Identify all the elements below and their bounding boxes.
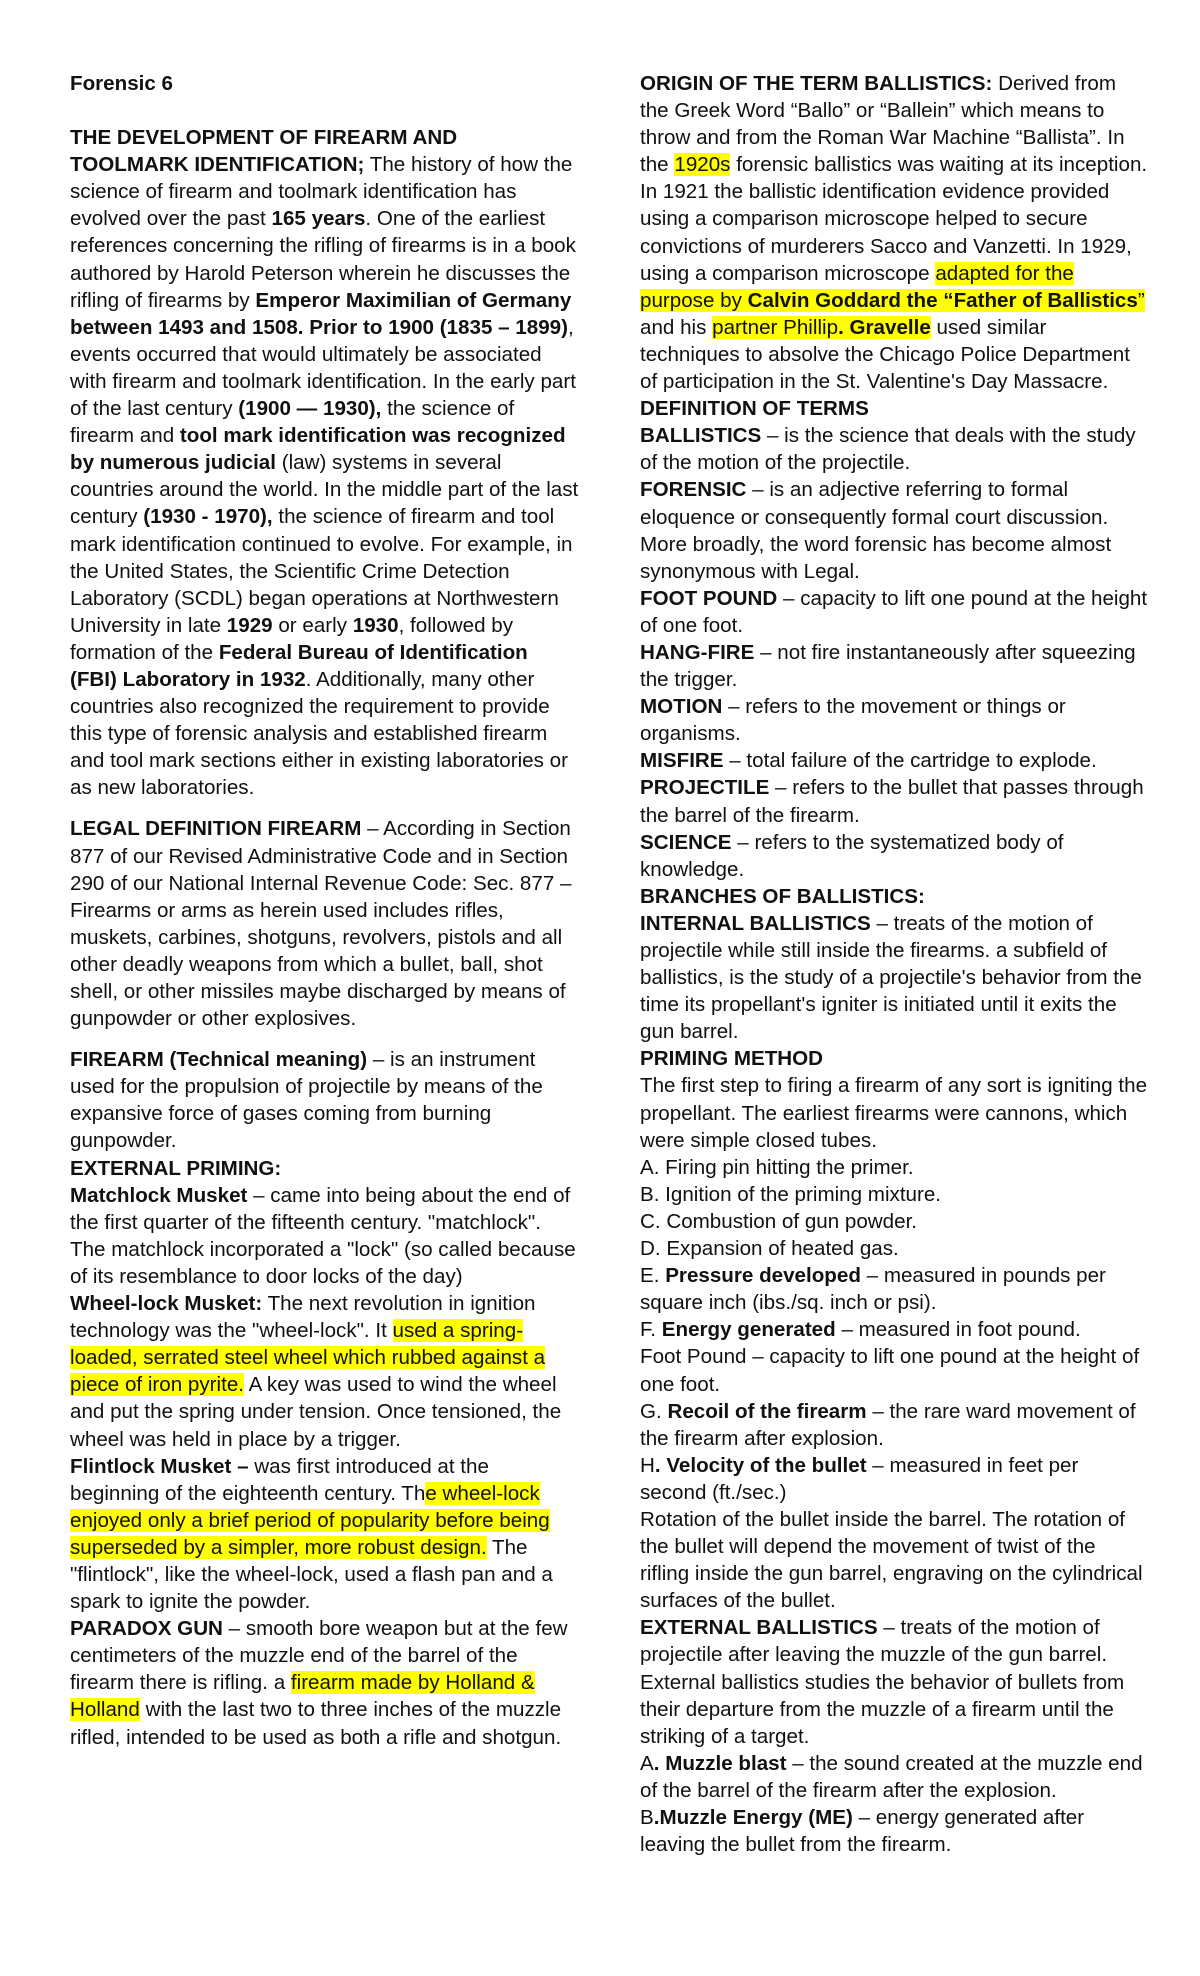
- term-motion: [640, 693, 1150, 747]
- text-span: with the last two to three inches of the muzzle rifled, intended to be used as both a rifle and shotgun.: [70, 1698, 562, 1749]
- text-span: (law) systems in several countries around the world. In the middle part of the last century: [70, 451, 579, 529]
- bold-text: 1930: [352, 613, 399, 637]
- list-item: [640, 1316, 1150, 1343]
- bold-text: DEFINITION OF TERMS: [640, 397, 869, 421]
- legal-definition-paragraph: [70, 815, 580, 1032]
- highlight: Calvin Goddard the “Father of Ballistics: [747, 288, 1138, 312]
- text-span: F.: [640, 1318, 662, 1342]
- text-span: or early: [272, 613, 353, 637]
- right-column: [640, 70, 1150, 1858]
- bold-text: MISFIRE: [640, 749, 724, 773]
- rotation-paragraph: Rotation of the bullet inside the barrel. The rotation of the bullet will depend the movement of twist of the rifling inside the gun barrel, engraving on the cylindrical surfaces of the bullet.: [640, 1507, 1143, 1613]
- text-span: forensic ballistics was waiting at its inception. In 1921 the ballistic identification evidence provided using a comparison microscope helped to secure convictions of murderers Sacco and Vanzetti. In 1929, using a comparison microscope: [640, 153, 1148, 285]
- bold-text: PRIMING METHOD: [640, 1047, 824, 1071]
- list-item: [640, 1262, 1150, 1316]
- bold-text: FIREARM (Technical meaning): [70, 1048, 368, 1072]
- flintlock-paragraph: [70, 1453, 580, 1616]
- text-span: – the sound created at the muzzle end of the barrel of the firearm after the explosion.: [640, 1751, 1143, 1802]
- text-span: The "flintlock", like the wheel-lock, used a flash pan and a spark to ignite the powder.: [70, 1535, 553, 1614]
- highlight: used a spring-loaded, serrated steel wheel which rubbed against a piece of iron pyrite.: [70, 1319, 546, 1397]
- text-span: E.: [640, 1264, 666, 1288]
- text-span: – came into being about the end of the first quarter of the fifteenth century. "matchlock". The matchlock incorporated a "lock" (so called because of its resemblance to door locks of the day): [70, 1183, 576, 1288]
- bold-text: BALLISTICS: [640, 424, 762, 448]
- text-span: – measured in pounds per square inch (ibs./sq. inch or psi).: [640, 1264, 1106, 1315]
- bold-text: Forensic 6: [70, 72, 174, 95]
- bold-text: Federal Bureau of Identification (FBI) Laboratory in 1932: [70, 640, 528, 691]
- text-span: used similar techniques to absolve the Chicago Police Department of participation in the St. Valentine's Day Massacre.: [640, 315, 1130, 394]
- text-span: was first introduced at the beginning of the eighteenth century. Th: [70, 1454, 489, 1505]
- definition-heading: [640, 395, 1150, 422]
- text-span: – energy generated after leaving the bullet from the firearm.: [640, 1806, 1085, 1857]
- term-ballistics: [640, 422, 1150, 476]
- wheellock-paragraph: [70, 1290, 580, 1453]
- text-span: The next revolution in ignition technology was the "wheel-lock". It: [70, 1292, 536, 1343]
- left-column: [70, 70, 580, 1751]
- origin-paragraph: [640, 70, 1150, 395]
- bold-text: Emperor Maximilian of Germany between 1493 and 1508. Prior to 1900 (1835 – 1899): [70, 288, 572, 339]
- bold-text: tool mark identification was recognized by numerous judicial: [70, 424, 566, 475]
- text-span: – is an instrument used for the propulsion of projectile by means of the expansive force of gases coming from burning gunpowder.: [70, 1048, 543, 1153]
- text-span: Derived from the Greek Word “Ballo” or “Ballein” which means to throw and from the Roman War Machine “Ballista”. In the: [640, 72, 1125, 177]
- paradox-gun-paragraph: [70, 1615, 580, 1750]
- bold-text: HANG-FIRE: [640, 640, 755, 664]
- text-span: – treats of the motion of projectile after leaving the muzzle of the gun barrel. External ballistics studies the behavior of bullets from their departure from the muzzle of a firearm until the striking of a target.: [640, 1616, 1125, 1748]
- highlight: partner Phillip: [712, 315, 839, 339]
- bold-text: Pressure developed: [665, 1264, 861, 1288]
- term-science: [640, 829, 1150, 883]
- bold-text: .Muzzle Energy (ME): [653, 1806, 853, 1829]
- highlight: adapted for the purpose by: [640, 261, 1074, 312]
- text-span: – is the science that deals with the study of the motion of the projectile.: [640, 424, 1136, 475]
- bold-text: . Muzzle blast: [653, 1751, 787, 1775]
- text-span: – smooth bore weapon but at the few centimeters of the muzzle end of the barrel of the firearm there is rifling. a: [70, 1617, 568, 1695]
- external-priming-heading: [70, 1155, 580, 1182]
- bold-text: (1930 - 1970),: [143, 505, 273, 529]
- text-span: The history of how the science of firearm and toolmark identification has evolved over the past: [70, 153, 573, 231]
- bold-text: 165 years: [271, 207, 366, 231]
- text-span: , events occurred that would ultimately be associated with firearm and toolmark identification. In the early part of the last century: [70, 315, 576, 421]
- bold-text: ORIGIN OF THE TERM BALLISTICS:: [640, 72, 993, 95]
- list-item: [640, 1398, 1150, 1452]
- matchlock-paragraph: [70, 1182, 580, 1290]
- bold-text: FORENSIC: [640, 478, 747, 502]
- text-span: the science of firearm and: [70, 397, 515, 448]
- highlight: ”: [1137, 288, 1145, 312]
- bold-text: PROJECTILE: [640, 776, 770, 800]
- text-span: – capacity to lift one pound at the height of one foot.: [640, 586, 1148, 637]
- bold-text: EXTERNAL BALLISTICS: [640, 1616, 878, 1640]
- text-span: B: [640, 1806, 654, 1829]
- bold-text: PARADOX GUN: [70, 1617, 223, 1641]
- bold-text: FOOT POUND: [640, 586, 778, 610]
- text-span: – refers to the movement or things or organisms.: [640, 695, 1066, 746]
- bold-text: Energy generated: [661, 1318, 836, 1342]
- text-span: the science of firearm and tool mark identification continued to evolve. For example, in the United States, the Scientific Crime Detection Laboratory (SCDL) began operations at Northwestern University in late: [70, 505, 573, 637]
- term-hang-fire: [640, 639, 1150, 693]
- highlight: 1920s: [674, 153, 731, 177]
- text-span: , followed by formation of the: [70, 613, 514, 664]
- bold-text: (1900 — 1930),: [238, 397, 382, 421]
- bold-text: Matchlock Musket: [70, 1183, 248, 1207]
- bold-text: MOTION: [640, 695, 723, 719]
- text-span: – treats of the motion of projectile while still inside the firearms. a subfield of ballistics, is the study of a projectile's behavior from the time its propellant's igniter is initiated until it exits the gun barrel.: [640, 911, 1142, 1044]
- bold-text: BRANCHES OF BALLISTICS:: [640, 884, 925, 908]
- highlight: e wheel-lock enjoyed only a brief period of popularity before being superseded by a simpler, more robust design.: [70, 1481, 550, 1559]
- text-span: . Additionally, many other countries also recognized the requirement to provide this type of forensic analysis and established firearm and tool mark sections either in existing laboratories or as new laboratories.: [70, 667, 568, 800]
- bold-text: SCIENCE: [640, 830, 732, 854]
- firearm-technical-paragraph: [70, 1046, 580, 1154]
- term-misfire: [640, 747, 1150, 774]
- term-projectile: [640, 774, 1150, 828]
- text-span: G.: [640, 1399, 668, 1423]
- text-span: – measured in foot pound.: [835, 1318, 1081, 1342]
- bold-text: Wheel-lock Musket:: [70, 1292, 263, 1316]
- list-item: [640, 1804, 1150, 1858]
- bold-text: EXTERNAL PRIMING:: [70, 1156, 282, 1180]
- term-forensic: [640, 476, 1150, 584]
- branches-heading: [640, 883, 1150, 910]
- text-span: – not fire instantaneously after squeezing the trigger.: [640, 640, 1136, 692]
- text-span: – is an adjective referring to formal eloquence or consequently formal court discussion. More broadly, the word forensic has become almost synonymous with Legal.: [640, 478, 1112, 583]
- bold-text: THE DEVELOPMENT OF FIREARM AND TOOLMARK IDENTIFICATION;: [70, 126, 458, 177]
- priming-intro: The first step to firing a firearm of any sort is igniting the propellant. The earliest firearms were cannons, which were simple closed tubes.: [640, 1074, 1148, 1152]
- bold-text: . Velocity of the bullet: [654, 1453, 867, 1477]
- priming-heading: [640, 1045, 1150, 1072]
- bold-text: LEGAL DEFINITION FIREARM: [70, 817, 362, 841]
- internal-ballistics-paragraph: [640, 910, 1150, 1045]
- list-item: [640, 1452, 1150, 1506]
- text-span: – refers to the systematized body of knowledge.: [640, 830, 1064, 881]
- foot-pound-note: Foot Pound – capacity to lift one pound at the height of one foot.: [640, 1345, 1140, 1396]
- text-span: and his: [640, 315, 713, 339]
- bold-text: 1929: [226, 613, 273, 637]
- development-paragraph: [70, 124, 580, 801]
- highlight: . Gravelle: [838, 315, 931, 339]
- list-item: D. Expansion of heated gas.: [640, 1237, 899, 1261]
- text-span: – measured in feet per second (ft./sec.): [640, 1453, 1079, 1504]
- list-item: C. Combustion of gun powder.: [640, 1209, 918, 1233]
- bold-text: INTERNAL BALLISTICS: [640, 911, 871, 935]
- text-span: A: [640, 1751, 654, 1775]
- text-span: . One of the earliest references concerning the rifling of firearms is in a book authored by Harold Peterson wherein he discusses the rifling of firearms by: [70, 207, 576, 312]
- text-span: – the rare ward movement of the firearm after explosion.: [640, 1399, 1136, 1450]
- bold-text: Recoil of the firearm: [667, 1399, 867, 1423]
- external-ballistics-paragraph: [640, 1614, 1150, 1749]
- highlight: firearm made by Holland & Holland: [70, 1671, 535, 1722]
- list-item: A. Firing pin hitting the primer.: [640, 1155, 914, 1179]
- term-foot-pound: [640, 585, 1150, 639]
- text-span: – refers to the bullet that passes through the barrel of the firearm.: [640, 776, 1144, 827]
- list-item: B. Ignition of the priming mixture.: [640, 1182, 942, 1206]
- bold-text: Flintlock Musket –: [70, 1454, 249, 1478]
- text-span: – According in Section 877 of our Revised Administrative Code and in Section 290 of our National Internal Revenue Code: Sec. 877 – Firearms or arms as herein used includes rifles, muskets, carbines, shotguns, revolvers, pistols and all other deadly weapons from which a bullet, ball, shot shell, or other missiles maybe discharged by means of gunpowder or other explosives.: [70, 817, 572, 1031]
- text-span: A key was used to wind the wheel and put the spring under tension. Once tensioned, the wheel was held in place by a trigger.: [70, 1373, 562, 1451]
- page-title: [70, 70, 580, 97]
- list-item: [640, 1750, 1150, 1804]
- text-span: – total failure of the cartridge to explode.: [723, 749, 1097, 773]
- text-span: H: [640, 1453, 655, 1477]
